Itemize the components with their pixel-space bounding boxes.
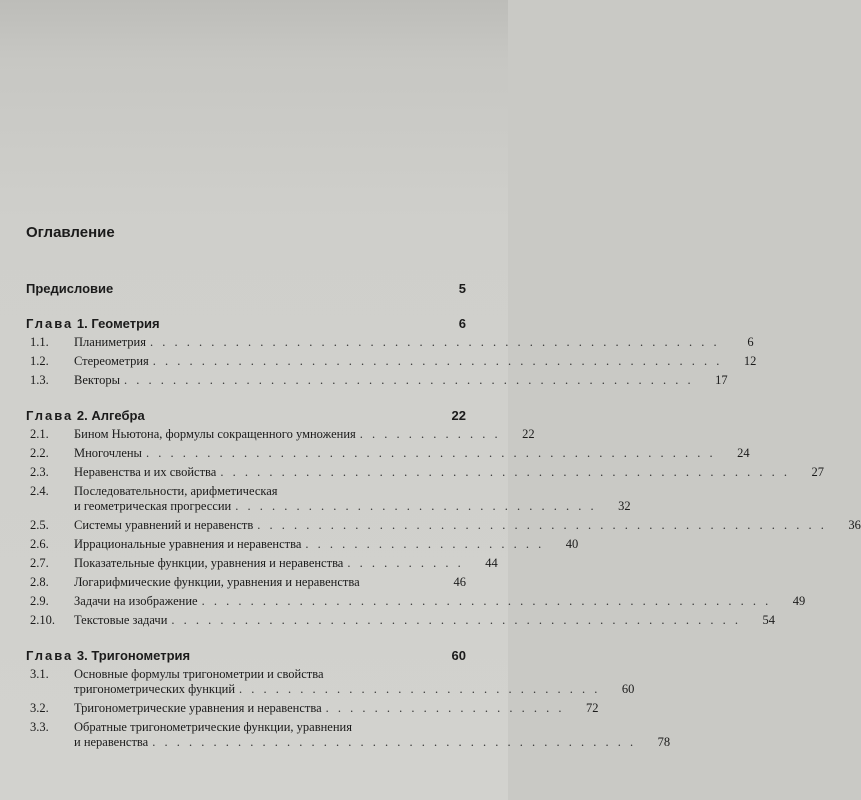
toc-entry-2-10[interactable] <box>26 613 776 628</box>
section-label: Векторы <box>74 373 120 387</box>
preface-page: 5 <box>458 281 466 296</box>
section-page: 54 <box>762 613 776 627</box>
leader-dots: . . . . . . . . . . . . . . . . . . . . . . . . . . . . . . . . . . . . . . . . . . . . . . . <box>152 354 723 368</box>
leader-dots: . . . . . . . . . . . . . . . . . . . . . . . . . . . . . . . . . . . . . . . . . . . . . . . <box>171 613 742 627</box>
section-label: Логарифмические функции, уравнения и неравенства <box>74 575 360 589</box>
toc-chapter-1[interactable] <box>26 316 466 331</box>
section-number: 1.2. <box>30 354 49 368</box>
chapter-page: 60 <box>451 648 466 663</box>
section-number: 2.9. <box>30 594 49 608</box>
toc-title: Оглавление <box>26 224 115 241</box>
section-page: 6 <box>747 335 754 349</box>
leader-dots: . . . . . . . . . . . . . . . . . . . . . . . . . . . . . . . . . . . . . . . . . . . . . . . <box>145 446 716 460</box>
section-label: Стереометрия <box>74 354 149 368</box>
section-page: 17 <box>715 373 728 387</box>
section-label: Бином Ньютона, формулы сокращенного умножения <box>74 427 356 441</box>
leader-dots: . . . . . . . . . . . . . . . . . . . . . . . . . . . . . . <box>239 682 601 696</box>
section-label-line1: Основные формулы тригонометрии и свойства <box>74 667 324 681</box>
section-label: Иррациональные уравнения и неравенства <box>74 537 302 551</box>
section-page: 40 <box>565 537 579 551</box>
toc-chapter-3[interactable] <box>26 648 466 663</box>
section-number: 1.3. <box>30 373 49 387</box>
toc-entry-1-1[interactable] <box>26 335 754 350</box>
chapter-heading: Глава 1. Геометрия <box>26 316 160 331</box>
section-page: 44 <box>485 556 498 570</box>
leader-dots: . . . . . . . . . . . . . . . . . . . . . . . . . . . . . . <box>235 499 597 513</box>
toc-entry-2-9[interactable] <box>26 594 806 609</box>
section-number: 2.3. <box>30 465 49 479</box>
section-number: 3.3. <box>30 720 49 734</box>
leader-dots: . . . . . . . . . . . . . . . . . . . . . . . . . . . . . . . . . . . . . . . . . . . . . . . <box>124 373 694 387</box>
leader-dots: . . . . . . . . . . . . . . . . . . . . <box>305 537 545 551</box>
section-number: 2.7. <box>30 556 49 570</box>
section-page: 60 <box>621 682 635 696</box>
leader-dots: . . . . . . . . . . . . . . . . . . . . . . . . . . . . . . . . . . . . . . . . <box>152 735 637 749</box>
section-page: 78 <box>657 735 671 749</box>
section-label: Многочлены <box>74 446 142 460</box>
toc-entry-2-1[interactable] <box>26 427 535 442</box>
table-of-contents <box>26 224 861 750</box>
section-number: 2.2. <box>30 446 49 460</box>
section-label-line1: Обратные тригонометрические функции, уравнения <box>74 720 352 734</box>
chapter-page: 6 <box>458 316 466 331</box>
toc-entry-2-8[interactable] <box>26 575 466 590</box>
section-label-line2: и неравенства <box>74 735 149 749</box>
toc-entry-2-4[interactable] <box>26 484 631 514</box>
chapter-heading: Глава 3. Тригонометрия <box>26 648 191 663</box>
toc-entry-3-1[interactable] <box>26 667 635 697</box>
section-page: 46 <box>453 575 466 589</box>
section-label: Неравенства и их свойства <box>74 465 217 479</box>
leader-dots: . . . . . . . . . . . . . . . . . . . . . . . . . . . . . . . . . . . . . . . . . . . . . . . <box>201 594 772 608</box>
leader-dots: . . . . . . . . . . . . . . . . . . . . . . . . . . . . . . . . . . . . . . . . . . . . . . . <box>149 335 720 349</box>
toc-entry-1-2[interactable] <box>26 354 757 369</box>
toc-entry-2-3[interactable] <box>26 465 824 480</box>
section-label: Тригонометрические уравнения и неравенства <box>74 701 322 715</box>
leader-dots: . . . . . . . . . . . . <box>359 427 501 441</box>
section-number: 2.1. <box>30 427 49 441</box>
section-label-line2: тригонометрических функций <box>74 682 236 696</box>
section-label-line1: Последовательности, арифметическая <box>74 484 278 498</box>
toc-entry-2-7[interactable] <box>26 556 498 571</box>
toc-entry-2-5[interactable] <box>26 518 861 533</box>
toc-entry-1-3[interactable] <box>26 373 728 388</box>
leader-dots: . . . . . . . . . . . . . . . . . . . . . . . . . . . . . . . . . . . . . . . . . . . . . . . <box>220 465 790 479</box>
section-label: Планиметрия <box>74 335 146 349</box>
section-number: 2.4. <box>30 484 49 498</box>
toc-entry-3-3[interactable] <box>26 720 671 750</box>
chapter-page: 22 <box>451 408 466 423</box>
leader-dots: . . . . . . . . . . . . . . . . . . . . . . . . . . . . . . . . . . . . . . . . . . . . . . . <box>257 518 827 532</box>
section-number: 3.1. <box>30 667 49 681</box>
section-label: Задачи на изображение <box>74 594 198 608</box>
toc-chapter-2[interactable] <box>26 408 466 423</box>
section-page: 36 <box>848 518 861 532</box>
leader-dots: . . . . . . . . . . <box>347 556 464 570</box>
section-number: 2.5. <box>30 518 49 532</box>
leader-dots: . . . . . . . . . . . . . . . . . . . . <box>325 701 565 715</box>
section-page: 22 <box>522 427 535 441</box>
section-page: 32 <box>618 499 631 513</box>
section-page: 24 <box>737 446 750 460</box>
toc-entry-preface[interactable] <box>26 281 466 296</box>
section-page: 49 <box>792 594 806 608</box>
section-label: Текстовые задачи <box>74 613 168 627</box>
preface-label: Предисловие <box>26 281 114 296</box>
section-number: 1.1. <box>30 335 49 349</box>
toc-entry-3-2[interactable] <box>26 701 599 716</box>
section-number: 2.8. <box>30 575 49 589</box>
chapter-heading: Глава 2. Алгебра <box>26 408 145 423</box>
section-label-line2: и геометрическая прогрессии <box>74 499 232 513</box>
section-number: 2.10. <box>30 613 55 627</box>
section-label: Показательные функции, уравнения и неравенства <box>74 556 344 570</box>
section-page: 27 <box>811 465 824 479</box>
section-number: 3.2. <box>30 701 49 715</box>
section-page: 72 <box>586 701 599 715</box>
section-number: 2.6. <box>30 537 49 551</box>
toc-entry-2-6[interactable] <box>26 537 579 552</box>
toc-entry-2-2[interactable] <box>26 446 750 461</box>
section-page: 12 <box>743 354 757 368</box>
section-label: Системы уравнений и неравенств <box>74 518 254 532</box>
